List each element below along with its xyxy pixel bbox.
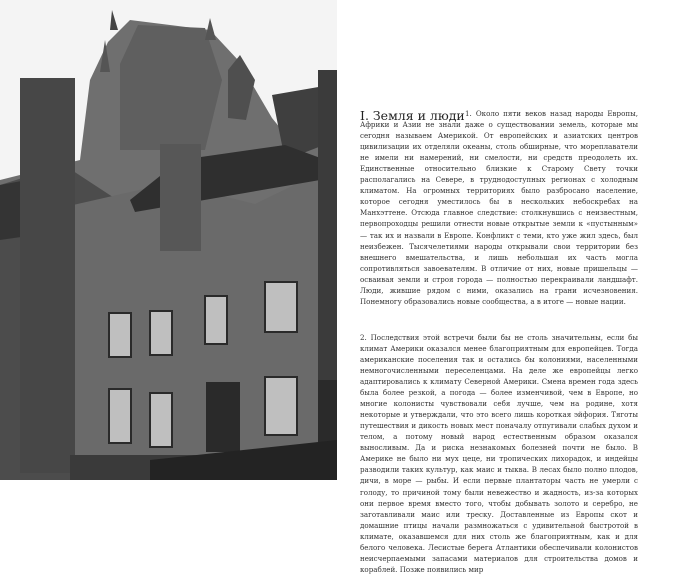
cover-photo <box>0 0 337 480</box>
chapter-title: I. Земля и люди <box>360 108 465 123</box>
text-page <box>360 108 638 575</box>
paragraph-1: 1. Около пяти веков назад народы Европы, Африки и Азии не знали даже о существовании земель, которые мы сегодня называем Америкой. От европейских и азиатских центров цивилизации их отделяли океаны, столь обширные, что мореплаватели не имели ни намерений, ни смелости, ни средств преодолеть их. Единственные относительно близкие к Старому Свету точки располагались на Севере, в труднодоступных регионах с холодным климатом. На огромных территориях было разбросано население, которое сегодня уместилось бы в нескольких небоскребах на Манхэттене. Отсюда главное следствие: столкнувшись с неизвестным, первопроходцы решили отнести новые открытые земли к «пустынным» — так их и назвали в Европе. Конфликт с теми, кто уже жил здесь, был неизбежен. Тысячелетиями народы открывали свои территории без внешнего вмешательства, и лишь небольшая их часть могла сопротивляться завоевателям. В отличие от них, новые пришельцы — осваивая земли и строя города — полностью перекраивали ландшафт. Люди, жившие рядом с ними, оказались на грани исчезновения. Понемногу образовались новые сообщества, а в итоге — новые нации. <box>360 109 638 306</box>
paragraph-2: 2. Последствия этой встречи были бы не столь значительны, если бы климат Америки оказался менее благоприятным для европейцев. Тогда американские поселения так и остались бы колониями, населенными немногочисленными переселенцами. На деле же европейцы легко адаптировались к климату Северной Америки. Смена времен года здесь была более резкой, а погода — более изменчивой, чем в Европе, но многие колонисты чувствовали себя лучше, чем на родине, хотя некоторые и утверждали, что это всего лишь короткая эйфория. Тяготы путешествия и дикость новых мест поначалу отпугивали слабых духом и телом, а потому новый народ естественным образом оказался выносливым. Да и риска незнакомых болезней почти не было. В Америке не было ни мух цеце, ни тропических лихорадок, и индейцы разводили таких культур, как маис и тыква. В лесах было полно плодов, дичи, в море — рыбы. И если первые плантаторы часть не умерли с голоду, то причиной тому были невежество и жадность, из-за которых они первое время вместо того, чтобы добывать золото и серебро, не заготавливали маис или треску. Доставленные из Европы скот и домашние птицы начали размножаться с удивительной быстротой в климате, оказавшемся для них столь же благоприятным, как и для белого человека. Лесистые берега Атлантики обеспечивали колонистов неисчерпаемыми запасами материалов для строительства домов и кораблей. Позже появились мир <box>360 332 638 574</box>
quebec-photo-illustration <box>0 0 337 480</box>
